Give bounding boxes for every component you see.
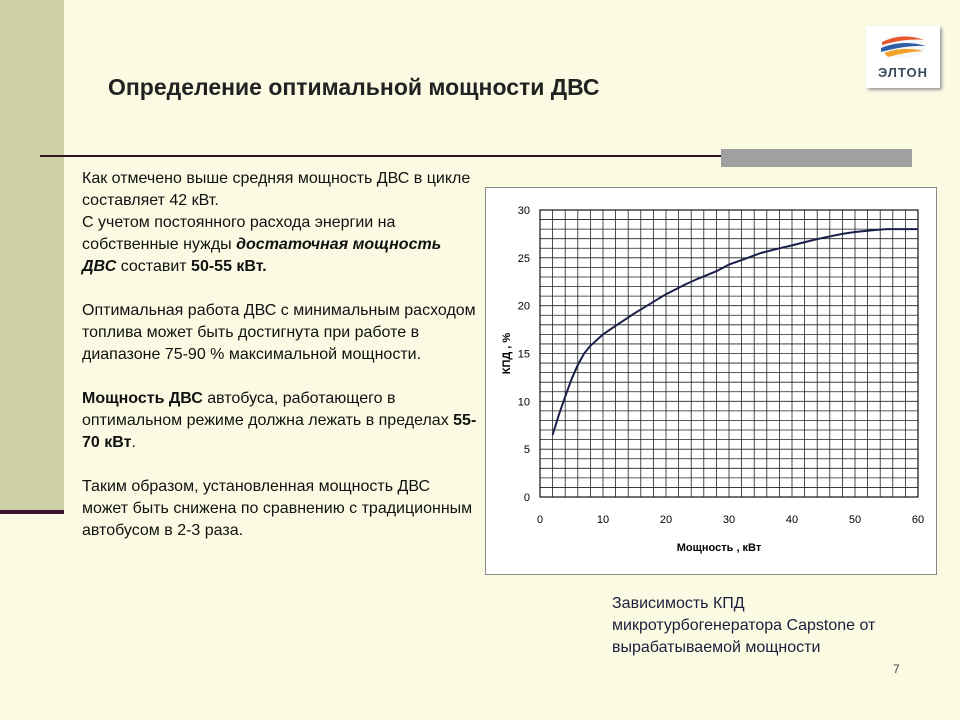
y-tick-label: 0 xyxy=(523,492,530,504)
efficiency-curve xyxy=(553,229,918,435)
y-tick-label: 10 xyxy=(517,396,530,409)
paragraph-4: Таким образом, установленная мощность ДВС может быть снижена по сравнению с традиционным автобусом в 2-3 раза. xyxy=(82,478,473,539)
efficiency-chart-svg xyxy=(486,188,936,574)
caption-line-2: микротурбогенератора Capstone от xyxy=(612,617,876,634)
chart-caption xyxy=(612,593,875,659)
side-band-underline xyxy=(0,510,64,514)
page-number: 7 xyxy=(893,662,900,676)
body-text xyxy=(82,168,477,542)
paragraph-2: Оптимальная работа ДВС с минимальным расходом топлива может быть достигнута при работе в диапазоне 75-90 % максимальной мощности. xyxy=(82,302,476,363)
caption-line-3: вырабатываемой мощности xyxy=(612,639,821,656)
side-band xyxy=(0,0,64,510)
x-axis-label: Мощность , кВт xyxy=(676,542,762,554)
paragraph-1-line-b: С учетом постоянного расхода энергии на собственные нужды xyxy=(82,214,396,253)
logo-emblem-icon xyxy=(866,26,940,66)
paragraph-3-end: . xyxy=(131,434,136,451)
paragraph-1-mid: составит xyxy=(116,258,192,275)
chart-grid xyxy=(540,210,918,497)
decorative-gray-bar xyxy=(721,149,912,167)
y-tick-label: 25 xyxy=(517,252,530,265)
x-tick-label: 20 xyxy=(659,514,673,526)
y-tick-label: 30 xyxy=(517,205,530,217)
x-tick-label: 60 xyxy=(911,514,925,526)
logo-text: ЭЛТОН xyxy=(878,65,928,80)
y-tick-label: 15 xyxy=(517,348,530,361)
y-axis-label: КПД , % xyxy=(501,332,513,375)
efficiency-chart xyxy=(485,187,937,575)
x-tick-label: 0 xyxy=(536,514,544,526)
paragraph-1-line-a: Как отмечено выше средняя мощность ДВС в цикле составляет 42 кВт. xyxy=(82,170,471,209)
paragraph-3 xyxy=(82,388,477,454)
slide-title: Определение оптимальной мощности ДВС xyxy=(108,74,600,100)
y-tick-label: 20 xyxy=(517,300,530,313)
emphasis-optimal-range: 55-70 кВт xyxy=(82,412,477,451)
paragraph-1 xyxy=(82,168,477,278)
emphasis-sufficient-power: достаточная мощность ДВС xyxy=(82,236,442,275)
x-tick-label: 10 xyxy=(596,514,610,526)
x-tick-label: 40 xyxy=(785,514,799,526)
x-tick-label: 30 xyxy=(722,514,736,526)
paragraph-3-mid: автобуса, работающего в оптимальном режиме должна лежать в пределах xyxy=(82,390,454,429)
company-logo xyxy=(866,26,940,88)
emphasis-engine-power: Мощность ДВС xyxy=(82,390,203,407)
y-tick-label: 5 xyxy=(523,444,530,457)
x-tick-label: 50 xyxy=(848,514,862,526)
caption-line-1: Зависимость КПД xyxy=(612,595,745,612)
emphasis-power-range: 50-55 кВт. xyxy=(191,258,267,275)
